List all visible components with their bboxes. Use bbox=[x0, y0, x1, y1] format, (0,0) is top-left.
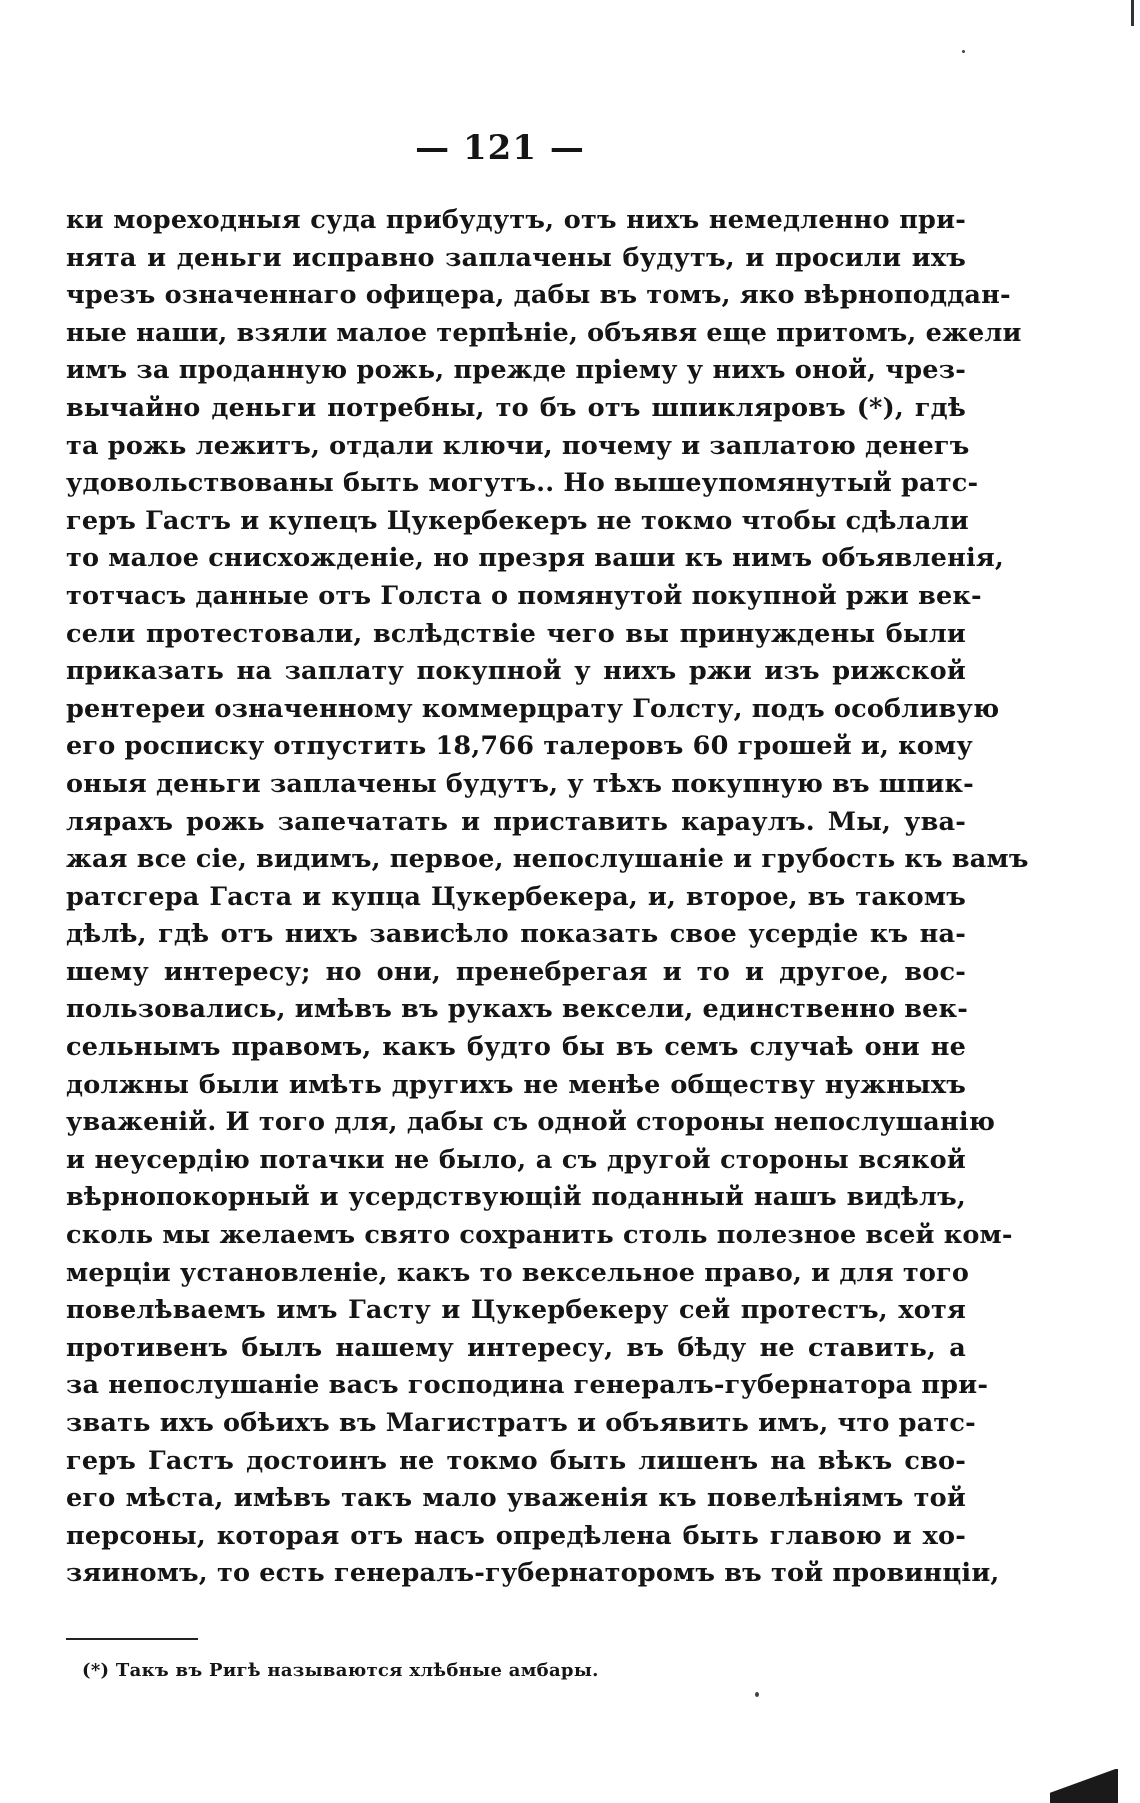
text-line: ные наши, взяли малое терпѣніе, объявя еще притомъ, ежели bbox=[66, 317, 1022, 348]
text-line: сельнымъ правомъ, какъ будто бы въ семъ случаѣ они не bbox=[66, 1032, 966, 1063]
body-text bbox=[66, 202, 1029, 1593]
text-line: противенъ былъ нашему интересу, въ бѣду не ставить, а bbox=[66, 1332, 966, 1363]
text-line: его мѣста, имѣвъ такъ мало уваженія къ повелѣніямъ той bbox=[66, 1483, 966, 1514]
text-line: звать ихъ обѣихъ въ Магистратъ и объявить имъ, что ратс- bbox=[66, 1408, 976, 1438]
text-line: ки мореходныя суда прибудутъ, отъ нихъ немедленно при- bbox=[66, 205, 966, 235]
text-line: приказать на заплату покупной у нихъ ржи изъ рижской bbox=[66, 656, 966, 687]
text-line: повелѣваемъ имъ Гасту и Цукербекеру сей протестъ, хотя bbox=[66, 1295, 966, 1326]
text-line: удовольствованы быть могутъ.. Но вышеупомянутый ратс- bbox=[66, 468, 979, 499]
footnote-divider bbox=[66, 1638, 198, 1640]
scan-edge-mark bbox=[1131, 0, 1134, 26]
text-line: сколь мы желаемъ свято сохранить столь полезное всей ком- bbox=[66, 1220, 1013, 1251]
page-number: — 121 — bbox=[415, 128, 585, 168]
text-line: сели протестовали, вслѣдствіе чего вы принуждены были bbox=[66, 618, 966, 649]
text-line: нята и деньги исправно заплачены будутъ, и просили ихъ bbox=[66, 242, 966, 273]
text-line: жая все сіе, видимъ, первое, непослушаніе и грубость къ вамъ bbox=[66, 844, 1029, 875]
text-line: то малое снисхожденіе, но презря ваши къ нимъ объявленія, bbox=[66, 543, 1004, 574]
text-line: вѣрнопокорный и усердствующій поданный нашъ видѣлъ, bbox=[66, 1182, 966, 1213]
text-line: зяиномъ, то есть генералъ-губернаторомъ въ той провинціи, bbox=[66, 1558, 1000, 1589]
text-line: та рожь лежитъ, отдали ключи, почему и заплатою денегъ bbox=[66, 430, 970, 461]
text-line: оныя деньги заплачены будутъ, у тѣхъ покупную въ шпик- bbox=[66, 768, 974, 799]
text-line: пользовались, имѣвъ въ рукахъ вексели, единственно век- bbox=[66, 994, 968, 1025]
text-line: ратсгера Гаста и купца Цукербекера, и, второе, въ такомъ bbox=[66, 881, 966, 912]
text-line: геръ Гастъ достоинъ не токмо быть лишенъ на вѣкъ сво- bbox=[66, 1445, 966, 1476]
text-line: мерціи установленіе, какъ то вексельное право, и для того bbox=[66, 1257, 970, 1288]
text-line: и неусердію потачки не было, а съ другой стороны всякой bbox=[66, 1144, 966, 1175]
text-line: лярахъ рожь запечатать и приставить караулъ. Мы, ува- bbox=[66, 806, 966, 837]
scan-speck bbox=[962, 50, 965, 53]
text-line: шему интересу; но они, пренебрегая и то и другое, вос- bbox=[66, 956, 966, 987]
text-line: персоны, которая отъ насъ опредѣлена быть главою и хо- bbox=[66, 1520, 966, 1551]
text-line: чрезъ означеннаго офицера, дабы въ томъ, яко вѣрноподдан- bbox=[66, 280, 1011, 311]
text-line: вычайно деньги потребны, то бъ отъ шпикляровъ (*), гдѣ bbox=[66, 392, 966, 423]
footnote: (*) Такъ въ Ригѣ называются хлѣбные амбары. bbox=[82, 1660, 599, 1681]
text-line: имъ за проданную рожь, прежде пріему у нихъ оной, чрез- bbox=[66, 355, 966, 386]
text-line: должны были имѣть другихъ не менѣе обществу нужныхъ bbox=[66, 1069, 966, 1100]
scan-corner-smudge bbox=[1050, 1769, 1118, 1803]
text-line: за непослушаніе васъ господина генералъ-губернатора при- bbox=[66, 1370, 989, 1401]
text-line: уваженій. И того для, дабы съ одной стороны непослушанію bbox=[66, 1107, 996, 1138]
text-line: рентереи означенному коммерцрату Голсту, подъ особливую bbox=[66, 693, 1000, 724]
text-line: его росписку отпустить 18,766 талеровъ 60 грошей и, кому bbox=[66, 731, 973, 762]
scan-speck bbox=[755, 1692, 759, 1697]
text-line: геръ Гастъ и купецъ Цукербекеръ не токмо чтобы сдѣлали bbox=[66, 505, 969, 536]
text-line: дѣлѣ, гдѣ отъ нихъ зависѣло показать свое усердіе къ на- bbox=[66, 919, 966, 950]
text-line: тотчасъ данные отъ Голста о помянутой покупной ржи век- bbox=[66, 580, 982, 611]
